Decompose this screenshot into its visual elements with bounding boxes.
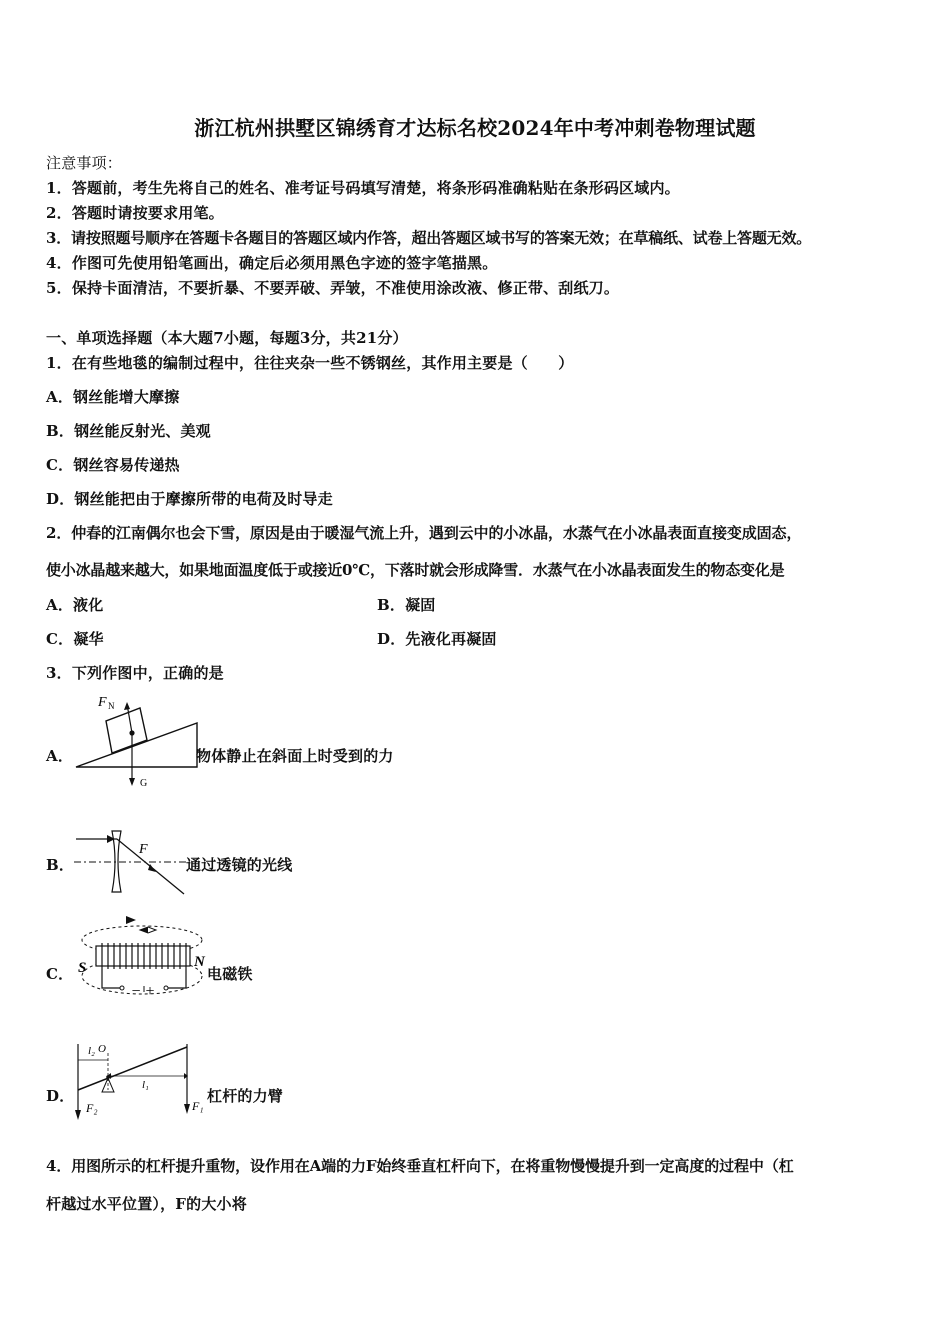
section-heading: 一、单项选择题（本大题7小题，每题3分，共21分） [46, 329, 408, 347]
question-1-stem: 1．在有些地毯的编制过程中，往往夹杂一些不锈钢丝，其作用主要是（ ） [46, 354, 574, 372]
notice-item: 4．作图可先使用铅笔画出，确定后必须用黑色字迹的签字笔描黑。 [46, 254, 498, 272]
notice-item: 2．答题时请按要求用笔。 [46, 204, 224, 222]
q1-option-d: D．钢丝能把由于摩擦所带的电荷及时导走 [46, 490, 333, 508]
arm-l2-label: l₂ [88, 1045, 95, 1057]
north-pole-label: N [194, 954, 205, 970]
q1-option-b: B．钢丝能反射光、美观 [46, 422, 211, 440]
q1-option-c: C．钢丝容易传递热 [46, 456, 180, 474]
electromagnet-diagram [72, 910, 212, 1002]
force-f2-label: F₂ [86, 1101, 98, 1115]
arm-l1-label: l₁ [142, 1079, 149, 1091]
o-label: O [98, 1043, 106, 1055]
focus-label: F [139, 842, 148, 857]
q3-option-b-caption: 通过透镜的光线 [186, 856, 293, 874]
page-title: 浙江杭州拱墅区锦绣育才达标名校2024年中考冲刺卷物理试题 [194, 116, 756, 140]
q3-option-d-caption: 杠杆的力臂 [207, 1087, 284, 1105]
q2-option-c: C．凝华 [46, 630, 104, 648]
q3-option-c-caption: 电磁铁 [207, 965, 253, 983]
q2-option-d: D．先液化再凝固 [377, 630, 497, 648]
q3-option-c-label: C． [46, 965, 74, 983]
q3-option-a-caption: 物体静止在斜面上时受到的力 [196, 747, 394, 765]
force-f1-label: F₁ [192, 1099, 204, 1113]
notice-heading: 注意事项： [46, 154, 123, 172]
normal-force-label: F [98, 695, 107, 710]
question-2-stem: 使小冰晶越来越大，如果地面温度低于或接近0℃，下落时就会形成降雪．水蒸气在小冰晶表面发生的物态变化是 [46, 561, 785, 579]
incline-force-diagram [72, 688, 202, 790]
question-2-stem: 2．仲春的江南偶尔也会下雪，原因是由于暖湿气流上升，遇到云中的小冰晶，水蒸气在小冰晶表面直接变成固态， [46, 524, 802, 542]
gravity-label: G [140, 778, 148, 789]
question-3-stem: 3．下列作图中，正确的是 [46, 664, 224, 682]
plus-terminal: + [145, 983, 155, 1000]
q2-option-a: A．液化 [46, 596, 104, 614]
q3-option-a-label: A． [46, 747, 74, 765]
question-4-stem: 杆越过水平位置），F的大小将 [46, 1195, 247, 1213]
q2-option-b: B．凝固 [377, 596, 436, 614]
q3-option-b-label: B． [46, 856, 75, 874]
concave-lens-diagram [72, 826, 190, 896]
south-pole-label: S [78, 960, 87, 976]
notice-item: 5．保持卡面清洁，不要折暴、不要弄破、弄皱，不准使用涂改液、修正带、刮纸刀。 [46, 279, 620, 297]
minus-terminal: − [131, 983, 141, 1000]
notice-item: 1．答题前，考生先将自己的姓名、准考证号码填写清楚，将条形码准确粘贴在条形码区域内。 [46, 179, 680, 197]
question-4-stem: 4．用图所示的杠杆提升重物，设作用在A端的力F始终垂直杠杆向下，在将重物慢慢提升到一定高度的过程中（杠 [46, 1157, 794, 1175]
lever-arm-diagram [72, 1038, 208, 1120]
q1-option-a: A．钢丝能增大摩擦 [46, 388, 180, 406]
notice-item: 3．请按照题号顺序在答题卡各题目的答题区域内作答，超出答题区域书写的答案无效；在草稿纸、试卷上答题无效。 [46, 229, 812, 247]
q3-option-d-label: D． [46, 1087, 75, 1105]
normal-force-subscript: N [108, 701, 115, 711]
